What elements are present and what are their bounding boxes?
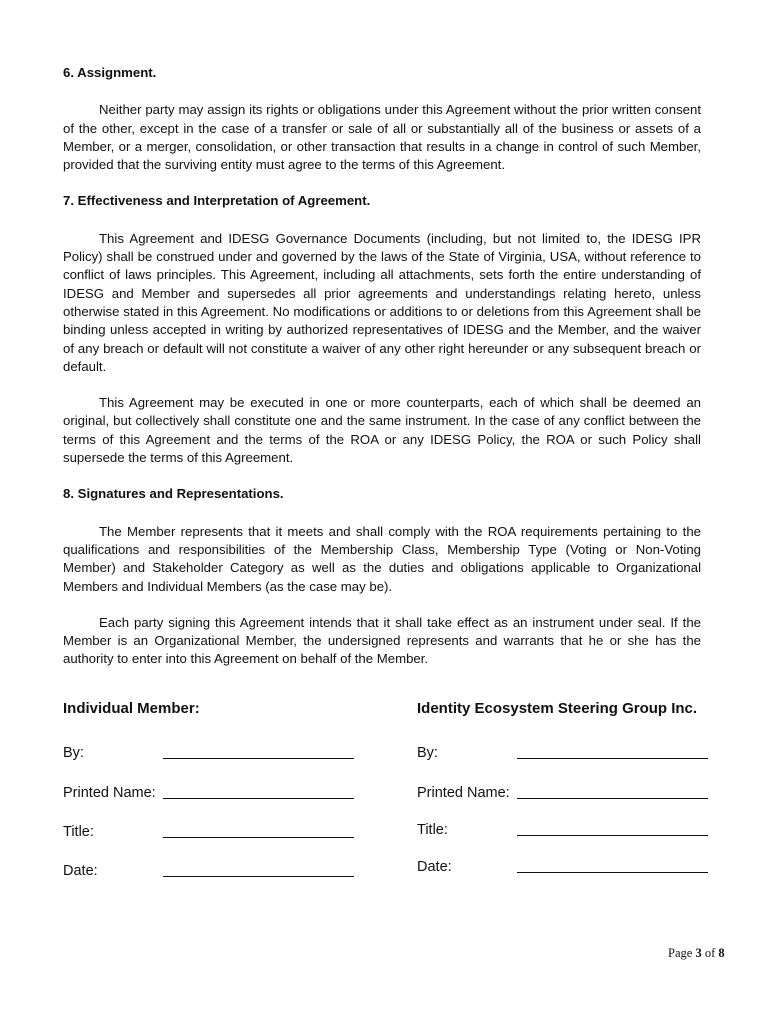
signature-block-title: Identity Ecosystem Steering Group Inc. <box>417 700 698 717</box>
page-current: 3 <box>695 946 702 960</box>
by-signature-line[interactable] <box>517 758 708 759</box>
title-label: Title: <box>417 822 448 838</box>
paragraph-assignment: Neither party may assign its rights or obligations under this Agreement without the prior written consent of the other, except in the case of a transfer or sale of all or substantially all of the business or assets of a Member, or a merger, consolidation, or other transaction that results in a change in control of such Member, provided that the surviving entity must agree to the terms of this Agreement. <box>63 102 701 173</box>
section-heading-effectiveness: 7. Effectiveness and Interpretation of Agreement. <box>63 193 371 209</box>
paragraph-instrument-under-seal: Each party signing this Agreement intends that it shall take effect as an instrument under seal. If the Member is an Organizational Member, the undersigned represents and warrants that he or she has the authority to enter into this Agreement on behalf of the Member. <box>63 614 701 667</box>
by-label: By: <box>417 745 438 761</box>
date-label: Date: <box>63 863 98 879</box>
printed-name-line[interactable] <box>163 798 354 799</box>
date-line[interactable] <box>517 872 708 873</box>
paragraph-governing-law: This Agreement and IDESG Governance Documents (including, but not limited to, the IDESG IPR Policy) shall be construed under and governed by the laws of the State of Virginia, USA, without reference to conflict of laws principles. This Agreement, including all attachments, sets forth the entire understanding of IDESG and Member and supersedes all prior agreements and understandings relating hereto, unless otherwise stated in this Agreement. No modifications or additions to or deletions from this Agreement shall be binding unless accepted in writing by authorized representatives of IDESG and the Member, and the waiver of any breach or default will not constitute a waiver of any other right hereunder or any subsequent breach or default. <box>63 230 701 374</box>
paragraph-counterparts: This Agreement may be executed in one or more counterparts, each of which shall be deemed an original, but collectively shall constitute one and the same instrument. In the case of any conflict between the terms of this Agreement and the terms of the ROA or any IDESG Policy, the ROA or such Policy shall supersede the terms of this Agreement. <box>63 395 701 466</box>
section-heading-assignment: 6. Assignment. <box>63 65 157 80</box>
section-heading-signatures: 8. Signatures and Representations. <box>63 486 284 502</box>
page-number <box>668 946 725 961</box>
document-body <box>63 64 701 669</box>
by-label: By: <box>63 745 84 761</box>
page-label: Page <box>668 946 693 960</box>
printed-name-label: Printed Name: <box>63 785 156 801</box>
of-label: of <box>704 946 716 960</box>
signature-block-title: Individual Member: <box>63 700 200 717</box>
title-line[interactable] <box>163 837 354 838</box>
signature-block-individual-member <box>63 698 363 882</box>
printed-name-line[interactable] <box>517 798 708 799</box>
by-signature-line[interactable] <box>163 758 354 759</box>
paragraph-member-representations: The Member represents that it meets and shall comply with the ROA requirements pertaining to the qualifications and responsibilities of the Membership Class, Membership Type (Voting or Non-Voting Member) and Stakeholder Category as well as the duties and obligations applicable to Organizational Members and Individual Members (as the case may be). <box>63 523 701 594</box>
signature-block-idesg <box>417 698 717 878</box>
printed-name-label: Printed Name: <box>417 785 510 801</box>
date-line[interactable] <box>163 876 354 877</box>
title-label: Title: <box>63 824 94 840</box>
title-line[interactable] <box>517 835 708 836</box>
date-label: Date: <box>417 859 452 875</box>
page-total: 8 <box>718 946 725 960</box>
